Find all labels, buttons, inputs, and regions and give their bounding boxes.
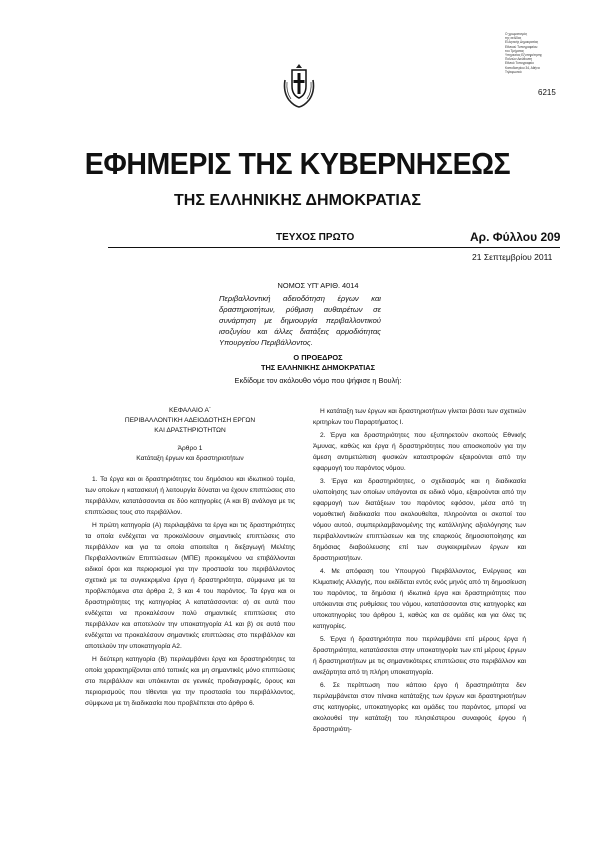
chapter-title: ΠΕΡΙΒΑΛΛΟΝΤΙΚΗ ΑΔΕΙΟΔΟΤΗΣΗ ΕΡΓΩΝ	[124, 417, 256, 424]
issue-date: 21 Σεπτεμβρίου 2011	[472, 252, 553, 262]
chapter-title-2: ΚΑΙ ΔΡΑΣΤΗΡΙΟΤΗΤΩΝ	[154, 427, 226, 434]
law-number: ΝΟΜΟΣ ΥΠ' ΑΡΙΘ. 4014	[277, 281, 359, 290]
corner-note-line: Καποδιστρίου 34, Αθήνα	[505, 65, 540, 70]
corner-note-line: Εθνικό Τυπογραφείο	[505, 61, 534, 66]
paragraph: 2. Έργα και δραστηριότητες που εξυπηρετούν σκοπούς Εθνικής Άμυνας, καθώς και έργα ή δραστηριότητες που αποσκοπούν για την άμεση αντιμετώπιση φυσικών καταστροφών εξαιρούνται από την εφαρμογή του παρόντος νόμου.	[313, 432, 526, 472]
paragraph: Η κατάταξη των έργων και δραστηριοτήτων γίνεται βάσει των σχετικών κριτηρίων του Παραρτήματος Ι.	[313, 408, 526, 426]
chapter-label: ΚΕΦΑΛΑΙΟ Α΄	[168, 407, 212, 414]
president-heading-2: ΤΗΣ ΕΛΛΗΝΙΚΗΣ ΔΗΜΟΚΡΑΤΙΑΣ	[260, 363, 376, 372]
issue-label: ΤΕΥΧΟΣ ΠΡΩΤΟ	[276, 232, 355, 243]
corner-note-line: της σελίδας	[505, 36, 522, 41]
corner-note-line: Ελληνικής Δημοκρατίας	[505, 40, 539, 45]
article-title: Κατάταξη έργων και δραστηριοτήτων	[136, 455, 244, 462]
paragraph: 3. Έργα και δραστηριότητες, ο σχεδιασμός και η διαδικασία υλοποίησης των οποίων υπάγονται σε ειδικό νόμο, εξαιρούνται από την εφαρμογή των διατάξεων του παρόντος εφόσον, μέσα από τη νομοθετική διαδικασία που ακολουθείται, πληρούνται οι σκοποί του νόμου αυτού, συμπεριλαμβανομένης της κατάλληλης αξιολόγησης των περιβαλλοντικών επιπτώσεων και της επαρκούς δημοσιοποίησης και δημόσιας διαβούλευσης επί των συγκεκριμένων έργων και δραστηριοτήτων.	[313, 478, 526, 562]
promulgation-text: Εκδίδομε τον ακόλουθο νόμο που ψήφισε η Βουλή:	[234, 376, 402, 385]
paragraph: 1. Τα έργα και οι δραστηριότητες του δημόσιου και ιδιωτικού τομέα, των οποίων η κατασκευή ή λειτουργία δύναται να έχουν επιπτώσεις στο περιβάλλον, κατατάσσονται σε δύο κατηγορίες (Α και Β) ανάλογα με τις επιπτώσεις τους στο περιβάλλον.	[85, 476, 295, 516]
sheet-number: Αρ. Φύλλου 209	[470, 230, 561, 244]
corner-note-line: Πολιτών Διεύθυνση	[505, 57, 533, 62]
paragraph: 4. Με απόφαση του Υπουργού Περιβάλλοντος, Ενέργειας και Κλιματικής Αλλαγής, που εκδίδεται εντός ενός μηνός από τη δημοσίευση του παρόντος, τα δημόσια ή ιδιωτικά έργα και δραστηριότητες που υπόκεινται στις ρυθμίσεις του νόμου, κατατάσσονται στις κατηγορίες και υποκατηγορίες του άρθρου 1, καθώς και σε ομάδες και για όλες τις κατηγορίες.	[313, 568, 526, 630]
page-number: 6215	[538, 88, 556, 97]
law-title: Περιβαλλοντική αδειοδότηση έργων και δραστηριοτήτων, ρύθμιση αυθαιρέτων σε συνάρτηση με δημιουργία περιβαλλοντικού ισοζυγίου και άλλες διατάξεις αρμοδιότητας Υπουργείου Περιβάλλοντος.	[219, 294, 381, 347]
corner-note-line: Τηλεφωνικό	[505, 69, 522, 74]
corner-note-line: Εθνικού Τυπογραφείου	[505, 44, 538, 49]
header-rule	[108, 247, 560, 248]
article-label: Άρθρο 1	[177, 445, 203, 452]
right-column	[313, 406, 526, 737]
gazette-title: ΕΦΗΜΕΡΙΣ ΤΗΣ ΚΥΒΕΡΝΗΣΕΩΣ	[84, 146, 511, 181]
president-heading: Ο ΠΡΟΕΔΡΟΣ	[293, 353, 343, 362]
corner-note-line: Ο χρωματισμός	[505, 32, 528, 36]
corner-note	[505, 32, 560, 74]
paragraph: 5. Έργα ή δραστηριότητα που περιλαμβάνει επί μέρους έργα ή δραστηριότητα, κατατάσσεται στην υποκατηγορία των επί μέρους έργων ή δραστηριοτήτων με τις σημαντικότερες επιπτώσεις στο περιβάλλον και ανεξάρτητα από τη πλήρη υποκατηγορία.	[313, 636, 526, 676]
paragraph: Η πρώτη κατηγορία (Α) περιλαμβάνει τα έργα και τις δραστηριότητες τα οποία ενδέχεται να προκαλέσουν σημαντικές επιπτώσεις στο περιβάλλον και για τα οποία αποιτείται η διεξαγωγή Μελέτης Περιβαλλοντικών Επιπτώσεων (ΜΠΕ) προκειμένου να επιβάλλονται ειδικοί όροι και περιορισμοί για την προστασία του περιβάλλοντος σχετικά με τα συγκεκριμένα έργα ή δραστηριότητα, σύμφωνα με τα προβλεπόμενα στα άρθρα 2, 3 και 4 του παρόντος. Τα έργα και οι δραστηριότητες της κατηγορίας Α κατατάσσονται: α) σε αυτά που ενδέχεται να προκαλέσουν πολύ σημαντικές επιπτώσεις στο περιβάλλον και αποτελούν την υποκατηγορία Α1 και β) σε αυτά που ενδέχεται να προκαλέσουν σημαντικές επιπτώσεις στο περιβάλλον και αποτελούν την υποκατηγορία Α2.	[85, 522, 295, 650]
paragraph: Η δεύτερη κατηγορία (Β) περιλαμβάνει έργα και δραστηριότητες τα οποία χαρακτηρίζονται από τοπικές και μη σημαντικές μόνο επιπτώσεις στο περιβάλλον και υπόκεινται σε γενικές προδιαγραφές, όρους και περιορισμούς που τίθενται για την προστασία του περιβάλλοντος, σύμφωνα με τη διαδικασία που προβλέπεται στο άρθρο 6.	[85, 656, 295, 707]
corner-note-line: Υπηρεσίας Εξυπηρέτησης	[505, 53, 543, 58]
gazette-subtitle: ΤΗΣ ΕΛΛΗΝΙΚΗΣ ΔΗΜΟΚΡΑΤΙΑΣ	[174, 192, 421, 209]
left-column	[85, 406, 295, 711]
corner-note-line: του Τμήματος	[505, 48, 525, 53]
coat-of-arms-icon	[281, 62, 317, 108]
paragraph: 6. Σε περίπτωση που κάποιο έργο ή δραστηριότητα δεν περιλαμβάνεται στον πίνακα κατάταξης των έργων και δραστηριοτήτων στις κατηγορίες, υποκατηγορίες και ομάδες του παρόντος, μπορεί να ακολουθεί την κατάταξη του πλησιέστερου συναφούς έργου ή δραστηριότη-	[313, 682, 526, 733]
